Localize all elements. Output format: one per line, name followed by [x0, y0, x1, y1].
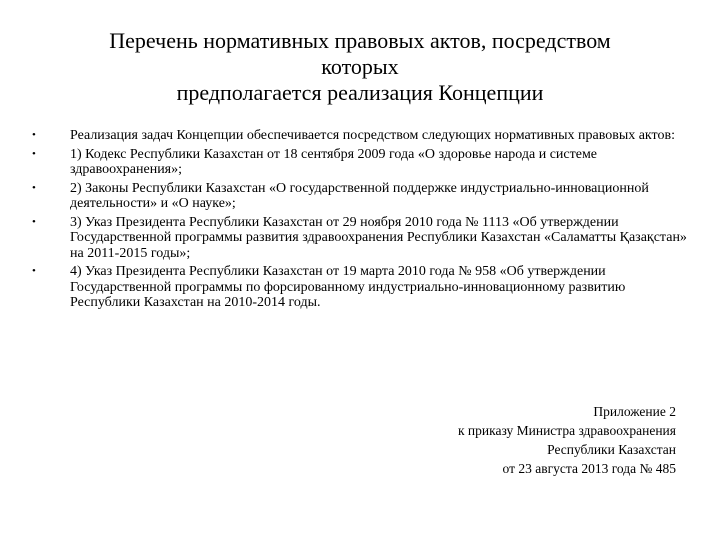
bullet-icon: • [32, 215, 36, 228]
list-item [32, 128, 692, 144]
bullet-icon: • [32, 147, 36, 160]
bullet-icon: • [32, 265, 36, 277]
appendix-note [316, 402, 676, 478]
bullet-text: Реализация задач Концепции обеспечивается посредством следующих нормативных правовых актов: [70, 128, 675, 143]
appendix-line-3: Республики Казахстан [547, 442, 676, 457]
appendix-line-1: Приложение 2 [593, 404, 676, 419]
bullet-text: 1) Кодекс Республики Казахстан от 18 сентября 2009 года «О здоровье народа и системе здравоохранения»; [70, 146, 598, 177]
title-line-3: предполагается реализация Концепции [176, 80, 544, 105]
bullet-text: 2) Законы Республики Казахстан «О государственной поддержке индустриально-инновационной деятельности» и «О науке»; [70, 180, 649, 211]
list-item [32, 215, 692, 262]
bullet-icon: • [32, 181, 36, 194]
list-item [32, 181, 692, 212]
page-title [60, 28, 660, 106]
bullet-icon: • [32, 129, 36, 141]
bullet-text: 3) Указ Президента Республики Казахстан от 29 ноября 2010 года № 1113 «Об утверждении Государственной программы развития здравоохранения Республики Казахстан «Саламатты Қазақстан» на 2011-2015 годы»; [70, 214, 687, 261]
title-line-2: которых [321, 54, 399, 79]
title-line-1: Перечень нормативных правовых актов, посредством [109, 28, 611, 53]
list-item [32, 264, 692, 311]
bullet-text: 4) Указ Президента Республики Казахстан от 19 марта 2010 года № 958 «Об утверждении Государственной программы по форсированному индустриально-инновационному развитию Республики Казахстан на 2010-2014 годы. [70, 264, 626, 310]
appendix-line-2: к приказу Министра здравоохранения [457, 423, 676, 438]
bullet-list [32, 128, 692, 314]
list-item [32, 147, 692, 178]
appendix-line-4: от 23 августа 2013 года № 485 [502, 461, 676, 476]
